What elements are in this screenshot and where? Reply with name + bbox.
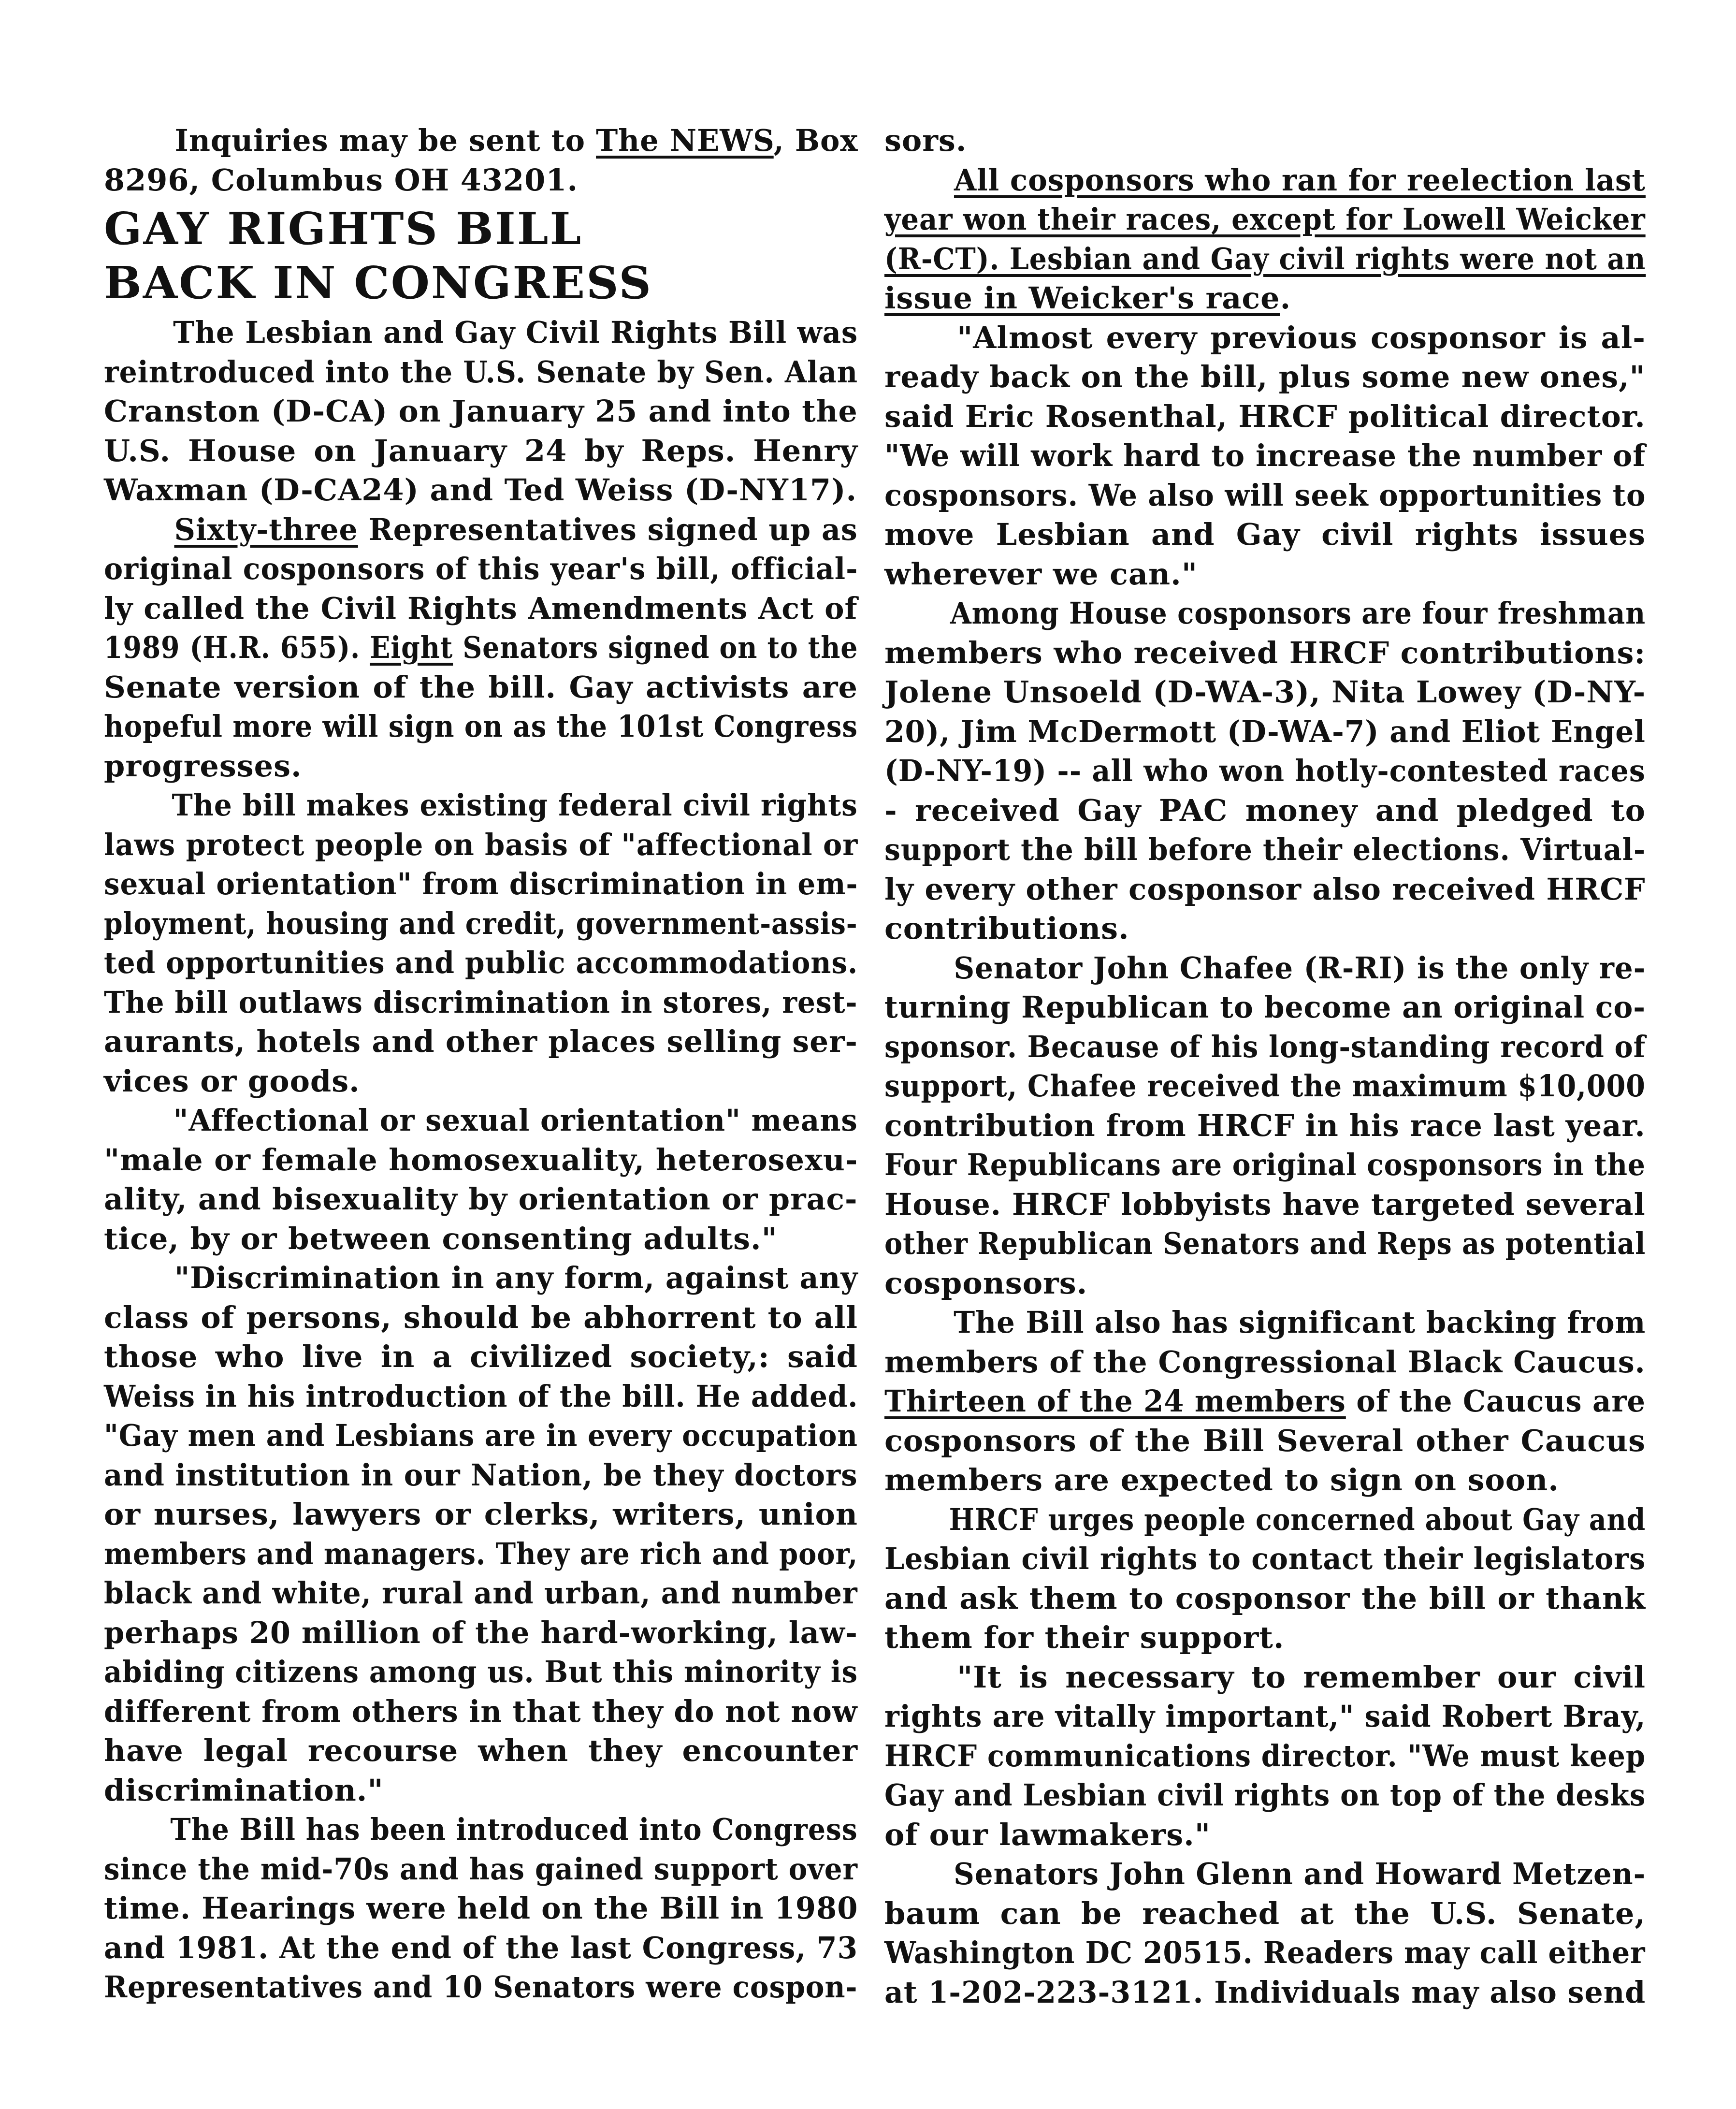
text-segment: Waxman (D-CA24) and Ted Weiss (D-NY17). xyxy=(104,472,857,508)
underlined-text: year won their races, except for Lowell Weicker xyxy=(884,202,1646,237)
text-segment: House. HRCF lobbyists have targeted several xyxy=(884,1186,1646,1222)
text-segment: support, Chafee received the maximum $10,000 xyxy=(884,1068,1646,1104)
text-segment: sors. xyxy=(884,123,967,158)
text-line xyxy=(104,549,858,589)
underlined-text: Thirteen of the 24 members xyxy=(884,1383,1346,1419)
text-segment: laws protect people on basis of "affectional or xyxy=(104,827,858,862)
text-segment: (D-NY-19) -- all who won hotly-contested races xyxy=(884,753,1646,788)
text-segment: . xyxy=(1280,280,1291,316)
text-line xyxy=(104,668,858,707)
text-line xyxy=(884,1815,1646,1855)
underlined-text: All cosponsors who ran for reelection last xyxy=(954,162,1646,198)
text-line xyxy=(884,476,1646,515)
text-line xyxy=(104,1573,858,1613)
left-column xyxy=(104,121,858,2007)
text-line xyxy=(104,1416,858,1455)
text-line xyxy=(884,791,1646,830)
text-line xyxy=(884,672,1646,712)
text-line xyxy=(104,1062,858,1101)
text-segment: at 1-202-223-3121. Individuals may also send xyxy=(884,1974,1646,2010)
text-line xyxy=(884,1736,1646,1776)
text-line xyxy=(884,515,1646,554)
text-segment: Senators John Glenn and Howard Metzen- xyxy=(954,1856,1646,1891)
text-line xyxy=(104,1652,858,1692)
text-segment: The bill makes existing federal civil rights xyxy=(172,787,858,823)
text-line xyxy=(884,1854,1646,1894)
text-line xyxy=(884,870,1646,909)
text-line xyxy=(104,431,858,471)
text-segment: ready back on the bill, plus some new ones," xyxy=(884,359,1646,394)
text-line xyxy=(104,943,858,983)
text-segment: Lesbian civil rights to contact their legislators xyxy=(884,1541,1646,1576)
text-segment: 1989 (H.R. 655). xyxy=(104,630,370,665)
text-line xyxy=(884,1224,1646,1264)
underlined-text: Sixty-three xyxy=(174,511,358,547)
text-segment: "It is necessary to remember our civil xyxy=(957,1659,1646,1695)
text-segment: contributions. xyxy=(884,911,1129,946)
text-line xyxy=(884,1342,1646,1382)
text-line xyxy=(884,1933,1646,1973)
underlined-text: The NEWS xyxy=(596,123,774,158)
text-segment: and ask them to cosponsor the bill or thank xyxy=(884,1580,1646,1616)
text-line xyxy=(104,1337,858,1377)
text-segment: Representatives and 10 Senators were cospon- xyxy=(104,1969,858,2005)
text-segment: Senator John Chafee (R-RI) is the only re- xyxy=(954,950,1646,986)
text-segment: Senate version of the bill. Gay activists are xyxy=(104,669,858,705)
text-line xyxy=(884,1775,1646,1815)
text-line xyxy=(884,830,1646,870)
text-line xyxy=(884,278,1646,318)
text-line xyxy=(104,160,858,200)
right-column xyxy=(884,121,1646,2012)
text-segment: class of persons, should be abhorrent to all xyxy=(104,1299,858,1335)
text-segment: "Affectional or sexual orientation" means xyxy=(173,1103,858,1138)
text-line xyxy=(104,352,858,392)
text-line xyxy=(884,121,1646,160)
text-segment: of the Caucus are xyxy=(1345,1383,1646,1419)
text-segment: Four Republicans are original cosponsors in the xyxy=(884,1147,1646,1182)
text-line xyxy=(884,357,1646,397)
underlined-text: (R-CT). Lesbian and Gay civil rights were not an xyxy=(884,241,1646,276)
text-line xyxy=(104,1771,858,1810)
text-line xyxy=(884,1579,1646,1618)
inquiries-note xyxy=(104,121,858,200)
text-line xyxy=(884,1106,1646,1146)
text-line xyxy=(104,589,858,628)
text-segment: since the mid-70s and has gained support over xyxy=(104,1851,858,1887)
text-line xyxy=(884,1382,1646,1421)
text-segment: progresses. xyxy=(104,748,302,784)
text-line xyxy=(884,318,1646,358)
text-segment: ted opportunities and public accommodations. xyxy=(104,945,858,980)
text-segment: reintroduced into the U.S. Senate by Sen. Alan xyxy=(104,354,858,390)
text-line xyxy=(104,313,858,352)
text-segment: or nurses, lawyers or clerks, writers, union xyxy=(104,1497,858,1532)
text-segment: 8296, Columbus OH 43201. xyxy=(104,162,579,198)
text-segment: Inquiries may be sent to xyxy=(174,123,596,158)
text-line xyxy=(884,909,1646,948)
text-line xyxy=(104,983,858,1022)
text-line xyxy=(104,1140,856,1180)
text-segment: The Bill has been introduced into Congress xyxy=(170,1812,858,1847)
text-segment: cosponsors. xyxy=(884,1265,1088,1301)
text-line xyxy=(884,1027,1646,1067)
text-line xyxy=(104,1455,858,1495)
article-body-right xyxy=(884,121,1646,2012)
text-segment: members who received HRCF contributions: xyxy=(884,635,1646,670)
text-segment: The bill outlaws discrimination in stores, rest- xyxy=(104,984,858,1020)
text-segment: ly called the Civil Rights Amendments Act of xyxy=(104,590,858,626)
text-segment: Gay and Lesbian civil rights on top of the desks xyxy=(884,1777,1646,1813)
text-segment: black and white, rural and urban, and number xyxy=(104,1575,858,1611)
text-line xyxy=(884,1421,1646,1461)
text-segment: have legal recourse when they encounter xyxy=(104,1733,858,1768)
text-line xyxy=(884,1618,1646,1658)
text-line xyxy=(884,1500,1646,1540)
text-segment: Weiss in his introduction of the bill. He added. xyxy=(104,1378,858,1414)
text-line xyxy=(104,121,858,160)
text-segment: hopeful more will sign on as the 101st Congress xyxy=(104,709,858,744)
text-segment: The Bill also has significant backing from xyxy=(954,1305,1646,1340)
text-segment: members of the Congressional Black Caucus. xyxy=(884,1344,1646,1380)
text-segment: "male or female homosexuality, heterosexu- xyxy=(104,1142,858,1178)
text-segment: them for their support. xyxy=(884,1620,1285,1655)
text-segment: The Lesbian and Gay Civil Rights Bill was xyxy=(173,315,858,350)
text-line xyxy=(104,1928,858,1968)
text-line xyxy=(884,1264,1646,1303)
text-line xyxy=(884,712,1646,752)
headline xyxy=(104,202,858,310)
text-line xyxy=(884,948,1646,988)
text-line xyxy=(104,470,858,510)
text-line xyxy=(104,1692,858,1731)
text-line xyxy=(104,628,858,668)
text-line xyxy=(884,1894,1646,1934)
text-line xyxy=(104,1258,858,1298)
text-segment: vices or goods. xyxy=(104,1063,360,1099)
text-segment: discrimination." xyxy=(104,1772,384,1808)
text-segment: "Gay men and Lesbians are in every occupation xyxy=(104,1418,858,1453)
text-line xyxy=(104,1967,858,2007)
text-segment: and 1981. At the end of the last Congress, 73 xyxy=(104,1930,858,1965)
text-line xyxy=(104,1810,858,1849)
text-line xyxy=(104,510,858,550)
headline-line-1: GAY RIGHTS BILL xyxy=(104,203,583,255)
text-line xyxy=(104,1849,858,1889)
text-segment: other Republican Senators and Reps as potential xyxy=(884,1226,1646,1261)
text-segment: aurants, hotels and other places selling ser- xyxy=(104,1024,858,1059)
underlined-text: Eight xyxy=(370,630,453,665)
text-line xyxy=(884,160,1646,200)
text-line xyxy=(104,1022,858,1062)
text-segment: Senators signed on to the xyxy=(453,630,858,665)
text-segment: of our lawmakers." xyxy=(884,1817,1211,1852)
text-segment: support the bill before their elections. Virtual- xyxy=(884,832,1646,867)
text-line xyxy=(884,1145,1646,1185)
text-segment: baum can be reached at the U.S. Senate, xyxy=(884,1895,1646,1931)
text-segment: ployment, housing and credit, government-assis- xyxy=(104,905,858,941)
text-line xyxy=(104,1377,858,1416)
text-line xyxy=(104,1495,858,1534)
text-line xyxy=(884,1697,1646,1736)
text-segment: time. Hearings were held on the Bill in 1980 xyxy=(104,1891,858,1926)
text-segment: Jolene Unsoeld (D-WA-3), Nita Lowey (D-NY- xyxy=(884,674,1646,710)
text-segment: sponsor. Because of his long-standing record of xyxy=(884,1029,1646,1064)
text-line xyxy=(884,200,1646,239)
text-segment: Washington DC 20515. Readers may call either xyxy=(884,1935,1646,1970)
underlined-text: issue in Weicker's race xyxy=(884,280,1280,316)
text-segment: turning Republican to become an original co- xyxy=(884,989,1646,1025)
text-segment: tice, by or between consenting adults." xyxy=(104,1221,778,1256)
text-line xyxy=(884,988,1646,1027)
text-segment: "Almost every previous cosponsor is al- xyxy=(957,320,1646,355)
text-line xyxy=(884,1066,1646,1106)
text-segment: wherever we can." xyxy=(884,556,1198,592)
text-segment: move Lesbian and Gay civil rights issues xyxy=(884,517,1646,552)
text-segment: different from others in that they do not now xyxy=(104,1693,858,1729)
text-segment: members are expected to sign on soon. xyxy=(884,1462,1559,1498)
text-line xyxy=(104,1101,858,1140)
text-segment: abiding citizens among us. But this minority is xyxy=(104,1654,858,1689)
text-line xyxy=(104,1731,858,1771)
text-segment: HRCF communications director. "We must keep xyxy=(884,1738,1646,1774)
text-segment: "We will work hard to increase the number of xyxy=(884,438,1646,473)
text-segment: perhaps 20 million of the hard-working, law- xyxy=(104,1614,858,1650)
text-line xyxy=(884,1303,1646,1342)
text-segment: Representatives signed up as xyxy=(358,511,858,547)
text-line xyxy=(884,1185,1646,1224)
text-line xyxy=(104,1219,858,1259)
text-segment: and institution in our Nation, be they doctors xyxy=(104,1457,858,1493)
text-segment: 20), Jim McDermott (D-WA-7) and Eliot Engel xyxy=(884,713,1646,749)
text-segment: Cranston (D-CA) on January 25 and into the xyxy=(104,393,858,429)
text-line xyxy=(884,751,1646,791)
text-segment: said Eric Rosenthal, HRCF political director. xyxy=(884,398,1646,434)
text-segment: cosponsors. We also will seek opportunities to xyxy=(884,477,1646,513)
text-line xyxy=(104,785,858,825)
text-line xyxy=(884,1539,1646,1579)
text-segment: Among House cosponsors are four freshman xyxy=(950,596,1646,631)
text-segment: "Discrimination in any form, against any xyxy=(174,1260,858,1295)
text-segment: HRCF urges people concerned about Gay and xyxy=(949,1501,1646,1537)
text-line xyxy=(884,239,1646,279)
text-segment: rights are vitally important," said Robert Bray, xyxy=(884,1699,1646,1734)
text-segment: cosponsors of the Bill Several other Caucus xyxy=(884,1423,1646,1458)
text-line xyxy=(104,825,858,865)
text-segment: those who live in a civilized society,: said xyxy=(104,1339,858,1374)
text-line xyxy=(104,746,858,786)
text-line xyxy=(104,1613,858,1653)
text-line xyxy=(884,397,1646,436)
text-segment: , Box xyxy=(773,123,858,158)
text-line xyxy=(104,904,858,944)
text-line xyxy=(884,633,1645,673)
text-line xyxy=(104,1179,858,1219)
text-line xyxy=(104,1534,858,1574)
text-line xyxy=(104,707,858,746)
text-line xyxy=(884,436,1646,476)
text-line xyxy=(884,594,1646,633)
text-segment: ality, and bisexuality by orientation or prac- xyxy=(104,1181,858,1217)
text-segment: sexual orientation" from discrimination in em- xyxy=(104,866,858,902)
text-segment: members and managers. They are rich and poor, xyxy=(104,1536,858,1571)
text-line xyxy=(884,554,1646,594)
text-line xyxy=(884,1973,1646,2012)
text-line xyxy=(884,1658,1646,1697)
text-line xyxy=(104,1298,858,1338)
text-line xyxy=(104,392,858,431)
text-segment: - received Gay PAC money and pledged to xyxy=(884,792,1646,828)
text-segment: U.S. House on January 24 by Reps. Henry xyxy=(104,433,858,468)
text-line xyxy=(104,864,858,904)
headline-line-2: BACK IN CONGRESS xyxy=(104,257,652,309)
text-line xyxy=(104,1889,858,1928)
text-segment: original cosponsors of this year's bill, official- xyxy=(104,551,858,586)
text-segment: contribution from HRCF in his race last year. xyxy=(884,1107,1646,1143)
text-segment: ly every other cosponsor also received HRCF xyxy=(884,871,1646,907)
article-body-left xyxy=(104,313,858,2007)
text-line xyxy=(884,1460,1646,1500)
